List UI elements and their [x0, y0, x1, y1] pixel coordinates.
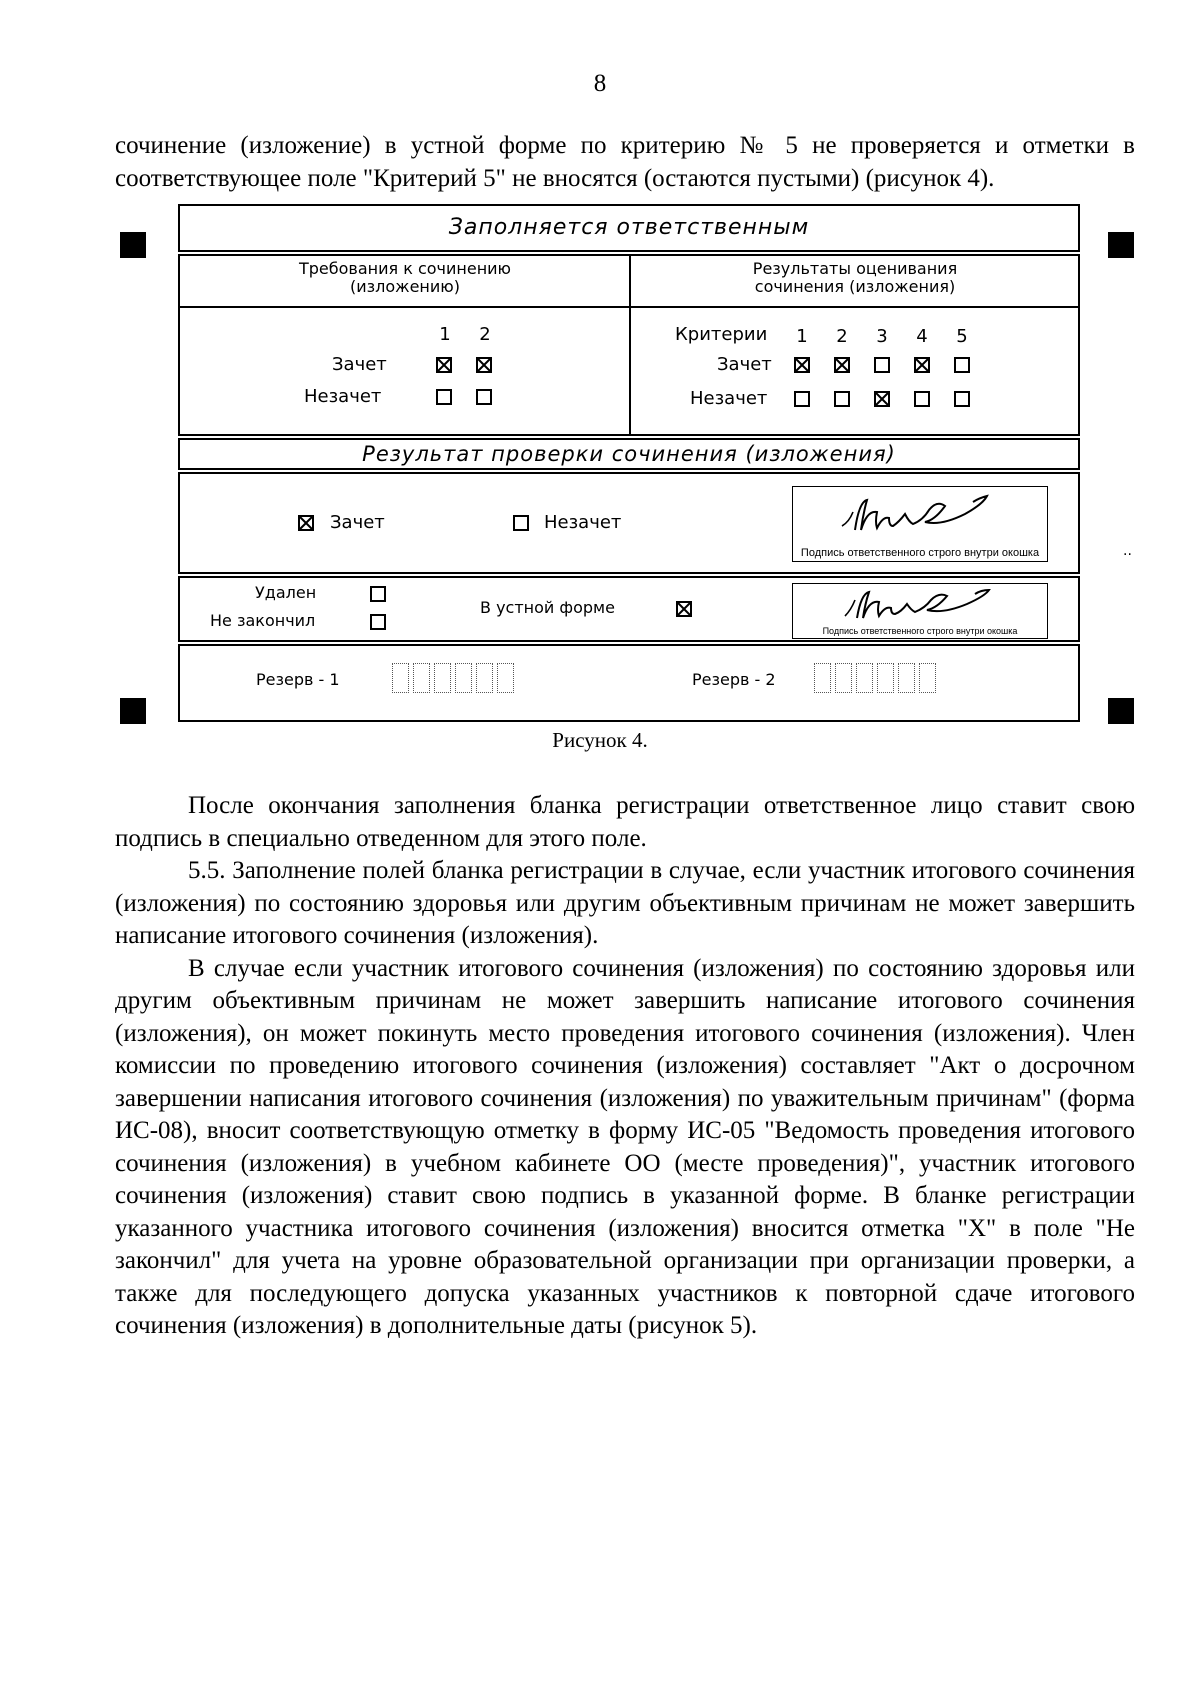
- requirements-title: Требования к сочинению (изложению): [298, 259, 512, 296]
- check-result-title-section: [178, 438, 1080, 470]
- reserve-cell[interactable]: [455, 663, 472, 693]
- result-pass-checkbox[interactable]: [298, 515, 314, 531]
- page-number: 8: [593, 70, 607, 97]
- requirement-1-fail-checkbox[interactable]: [436, 389, 452, 405]
- criterion-3-fail-checkbox[interactable]: [874, 391, 890, 407]
- criterion-number-1: 1: [796, 326, 808, 347]
- criterion-number-4: 4: [916, 326, 928, 347]
- criterion-1-pass-checkbox[interactable]: [794, 357, 810, 373]
- alignment-marker-top-right: [1108, 232, 1134, 258]
- reserve-cell[interactable]: [814, 663, 831, 693]
- evaluation-section: [178, 254, 1080, 436]
- reserve-cell[interactable]: [919, 663, 936, 693]
- criterion-4-pass-checkbox[interactable]: [914, 357, 930, 373]
- paragraph-2: 5.5. Заполнение полей бланка регистрации в случае, если участник итогового сочинения (изложения) по состоянию здоровья или другим объективным причинам не может завершить написание итогового сочинения (изложения).: [115, 857, 1135, 949]
- reserve-2-cells[interactable]: [814, 663, 944, 695]
- status-section: [178, 576, 1080, 642]
- paragraph-3: В случае если участник итогового сочинения (изложения) по состоянию здоровья или другим объективным причинам не может завершить написание итогового сочинения (изложения), он может покинуть место проведения итогового сочинения (изложения). Член комиссии по проведению итогового сочинения (изложения) составляет "Акт о досрочном завершении написания итогового сочинения (изложения) по уважительным причинам" (форма ИС-08), вносит соответствующую отметку в форму ИС-05 "Ведомость проведения итогового сочинения (изложения) в учебном кабинете ОО (месте проведения)", участник итогового сочинения (изложения) ставит свою подпись в указанной форме. В бланке регистрации указанного участника итогового сочинения (изложения) вносится отметка "Х" в поле "Не закончил" для учета на уровне образовательной организации при организации проверки, а также для последующего допуска указанных участников к повторной сдаче итогового сочинения (изложения) в дополнительные даты (рисунок 5).: [115, 954, 1135, 1339]
- reserve-cell[interactable]: [497, 663, 514, 693]
- row-divider: [180, 306, 1078, 308]
- signature-mark: [837, 586, 1007, 626]
- form-header-title: Заполняется ответственным: [448, 215, 810, 240]
- results-fail-label: Незачет: [690, 388, 768, 409]
- requirement-2-pass-checkbox[interactable]: [476, 357, 492, 373]
- criteria-label: Критерии: [675, 324, 768, 345]
- criterion-5-pass-checkbox[interactable]: [954, 357, 970, 373]
- paragraph-1: После окончания заполнения бланка регистрации ответственное лицо ставит свою подпись в специально отведенном для этого поле.: [115, 792, 1135, 852]
- results-pass-label: Зачет: [717, 354, 772, 375]
- registration-form-figure: [178, 204, 1080, 722]
- reserve-cell[interactable]: [413, 663, 430, 693]
- results-title: Результаты оценивания сочинения (изложения): [752, 259, 958, 296]
- reserve-cell[interactable]: [434, 663, 451, 693]
- scan-dots: ..: [1123, 543, 1132, 559]
- criterion-number-2: 2: [836, 326, 848, 347]
- oral-form-label: В устной форме: [480, 598, 615, 617]
- signature-caption-status: Подпись ответственного строго внутри окошка: [822, 626, 1018, 636]
- signature-box-result[interactable]: [792, 486, 1048, 562]
- criterion-3-pass-checkbox[interactable]: [874, 357, 890, 373]
- check-result-section: [178, 472, 1080, 574]
- requirement-number-2: 2: [479, 324, 491, 345]
- reserve-cell[interactable]: [856, 663, 873, 693]
- criterion-2-fail-checkbox[interactable]: [834, 391, 850, 407]
- oral-form-checkbox[interactable]: [676, 601, 692, 617]
- signature-caption-result: Подпись ответственного строго внутри окошка: [800, 547, 1040, 559]
- reserve-cell[interactable]: [877, 663, 894, 693]
- requirement-number-1: 1: [439, 324, 451, 345]
- result-fail-checkbox[interactable]: [513, 515, 529, 531]
- removed-label: Удален: [255, 583, 317, 602]
- reserve-cell[interactable]: [898, 663, 915, 693]
- alignment-marker-bottom-left: [120, 698, 146, 724]
- body-paragraphs: [115, 790, 1135, 1343]
- reserve-section: [178, 644, 1080, 722]
- signature-box-status[interactable]: [792, 583, 1048, 639]
- reserve-1-label: Резерв - 1: [256, 670, 340, 689]
- requirement-1-pass-checkbox[interactable]: [436, 357, 452, 373]
- result-pass-label: Зачет: [330, 512, 385, 533]
- criterion-number-3: 3: [876, 326, 888, 347]
- figure-caption: Рисунок 4.: [552, 728, 648, 752]
- intro-text: сочинение (изложение) в устной форме по критерию № 5 не проверяется и отметки в соответствующее поле "Критерий 5" не вносятся (остаются пустыми) (рисунок 4).: [115, 132, 1135, 192]
- reserve-cell[interactable]: [392, 663, 409, 693]
- criterion-4-fail-checkbox[interactable]: [914, 391, 930, 407]
- reserve-2-label: Резерв - 2: [692, 670, 776, 689]
- requirement-2-fail-checkbox[interactable]: [476, 389, 492, 405]
- intro-paragraph: [115, 130, 1135, 195]
- criterion-2-pass-checkbox[interactable]: [834, 357, 850, 373]
- criterion-5-fail-checkbox[interactable]: [954, 391, 970, 407]
- reserve-cell[interactable]: [835, 663, 852, 693]
- unfinished-label: Не закончил: [210, 611, 316, 630]
- criterion-number-5: 5: [956, 326, 968, 347]
- signature-mark: [837, 492, 1007, 542]
- unfinished-checkbox[interactable]: [370, 614, 386, 630]
- reserve-cell[interactable]: [476, 663, 493, 693]
- alignment-marker-bottom-right: [1108, 698, 1134, 724]
- result-fail-label: Незачет: [544, 512, 622, 533]
- criterion-1-fail-checkbox[interactable]: [794, 391, 810, 407]
- alignment-marker-top-left: [120, 232, 146, 258]
- column-divider: [629, 256, 631, 434]
- requirements-fail-label: Незачет: [304, 386, 382, 407]
- check-result-title: Результат проверки сочинения (изложения): [362, 442, 896, 466]
- removed-checkbox[interactable]: [370, 586, 386, 602]
- form-header-section: [178, 204, 1080, 252]
- reserve-1-cells[interactable]: [392, 663, 522, 695]
- requirements-pass-label: Зачет: [332, 354, 387, 375]
